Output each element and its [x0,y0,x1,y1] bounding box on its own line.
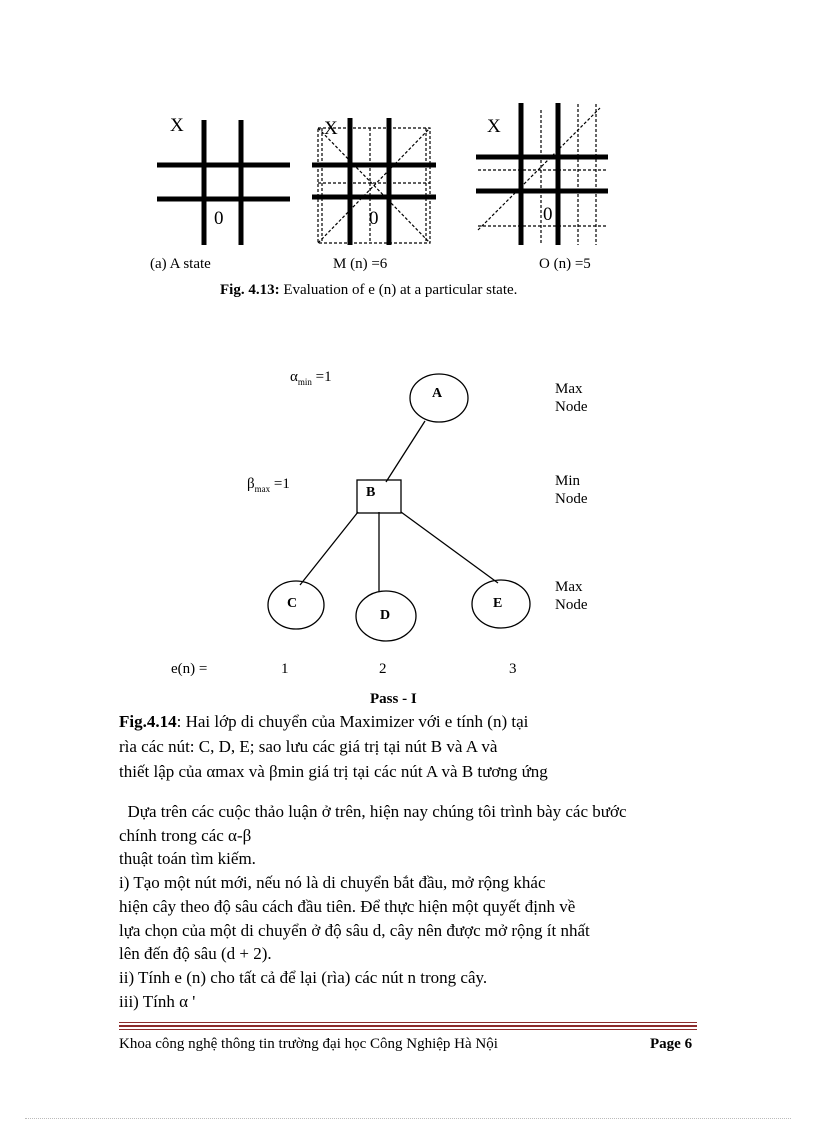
body-line-2: chính trong các α-β [119,825,252,845]
board2-label: M (n) =6 [333,256,388,272]
board2-x-mark: X [324,118,338,139]
body-line-5: hiện cây theo độ sâu cách đầu tiên. Để thực hiện một quyết định về [119,896,576,916]
board1-x-mark: X [170,115,184,136]
board3-x-mark: X [487,116,501,137]
alpha-symbol: α [290,369,298,385]
page-bottom-divider [25,1118,791,1119]
body-line-7: lên đến độ sâu (d + 2). [119,944,272,964]
en-value-c: 1 [281,661,289,677]
fig-4-13-caption-bold: Fig. 4.13: [220,282,280,298]
footer-left: Khoa công nghệ thông tin trường đại học Công Nghiệp Hà Nội [119,1036,498,1052]
body-line-1: Dựa trên các cuộc thảo luận ở trên, hiện nay chúng tôi trình bày các bước [119,802,627,821]
footer-rule-bottom [119,1029,697,1030]
body-line-8: ii) Tính e (n) cho tất cả để lại (rìa) các nút n trong cây. [119,967,488,987]
fig-4-13-caption-text: Evaluation of e (n) at a particular state. [279,282,518,298]
edge-b-c [300,512,358,585]
edge-b-e [401,512,498,583]
beta-value: =1 [270,476,290,492]
footer-rule-top [119,1022,697,1023]
body-line-9: iii) Tính α ' [119,991,196,1011]
level-3-line2: Node [555,597,588,613]
body-line-3: thuật toán tìm kiếm. [119,849,256,869]
body-line-4: i) Tạo một nút mới, nếu nó là di chuyển bắt đầu, mở rộng khác [119,873,546,893]
fig-4-14-caption-text-1: : Hai lớp di chuyển của Maximizer với e tính (n) tại [176,712,529,731]
alpha-min-label [290,369,332,387]
node-e-label: E [493,596,503,611]
node-c-label: C [287,596,298,611]
board2-o-mark: 0 [369,208,379,229]
footer-rule-middle [119,1025,697,1027]
fig-4-14-caption [119,709,548,784]
beta-subscript: max [254,484,271,494]
pass-label: Pass - I [370,691,417,707]
fig-4-14-caption-line-2: rìa các nút: C, D, E; sao lưu các giá trị tại nút B và A và [119,737,498,756]
footer-page-number: Page 6 [650,1036,693,1052]
board1-o-mark: 0 [214,208,224,229]
edge-a-b [386,421,425,482]
level-1-line1: Max [555,381,583,397]
board3-label: O (n) =5 [539,256,591,272]
level-3-line1: Max [555,579,583,595]
level-2-line1: Min [555,473,581,489]
level-2-label [555,472,588,508]
en-label: e(n) = [171,661,208,677]
body-line-6: lựa chọn của một di chuyển ở độ sâu d, cây nên được mở rộng ít nhất [119,920,590,940]
alpha-value: =1 [311,369,332,385]
node-b-label: B [366,485,376,500]
board3-o-mark: 0 [543,204,553,225]
fig-4-14-caption-line-3: thiết lập của αmax và βmin giá trị tại các nút A và B tương ứng [119,762,548,781]
en-value-e: 3 [509,661,517,677]
level-3-label [555,578,588,614]
node-a-label: A [432,386,443,401]
beta-max-label [247,476,290,494]
level-1-line2: Node [555,399,588,415]
fig-4-14-caption-bold: Fig.4.14 [119,712,177,731]
node-d-label: D [380,608,391,623]
board1-label: (a) A state [150,256,211,272]
beta-symbol: β [247,476,255,492]
body-text [119,800,627,1013]
alpha-subscript: min [297,377,312,387]
node-b-shape [357,480,401,513]
level-1-label [555,380,588,416]
fig-4-14-caption-line-1 [119,709,548,734]
level-2-line2: Node [555,491,588,507]
en-value-d: 2 [379,661,387,677]
